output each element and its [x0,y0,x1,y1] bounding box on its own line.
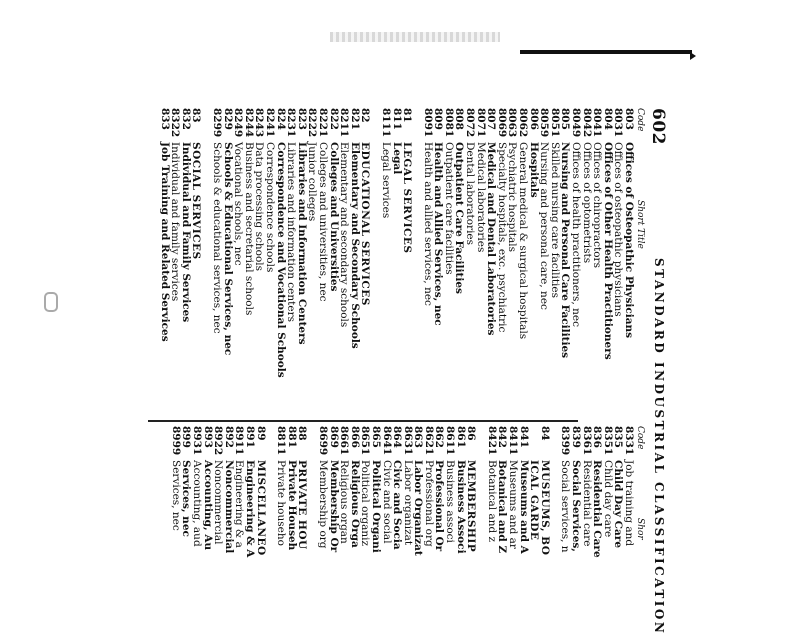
sic-short-title: Services, nec [180,460,193,537]
sic-code: 821 [348,108,361,130]
sic-short-title: SOCIAL SERVICES [190,142,203,260]
sic-entry-row [328,108,339,418]
sic-short-title: MUSEUMS, BO [538,460,551,556]
left-column-header [634,108,646,418]
sic-short-title: Job training and [623,460,635,547]
sic-short-title: Accounting, aud [191,460,204,547]
sic-short-title: Political Organi [369,460,382,553]
sic-short-title: Engineering & A [244,460,256,558]
sic-short-title: Business and secretarial schools [242,142,255,316]
sic-short-title: Vocational schools, nec [232,142,245,266]
sic-entry-row [328,426,339,586]
sic-short-title: Junior colleges [306,142,319,222]
sic-short-title: Nursing and personal care, nec [538,142,551,310]
sic-entry-row [317,108,328,418]
sic-short-title: Labor organizat [401,460,414,546]
sic-short-title: Services, nec [169,460,182,531]
sic-short-title: Individual and family services [169,142,182,302]
sic-short-title: Outpatient care facilities [442,142,455,275]
sic-code: 8042 [580,108,593,138]
page-title: STANDARD INDUSTRIAL CLASSIFICATION [652,258,666,636]
sic-entry-row [349,426,360,586]
sic-entry-row [475,108,486,418]
sic-entry-row [276,426,287,586]
sic-code: 89 [254,426,267,441]
sic-short-title: Museums and ar [507,460,520,549]
sic-short-title: Libraries and Information Centers [295,142,308,345]
sic-code: 8641 [380,426,393,456]
sic-short-title: Business Associ [454,460,467,554]
sic-code: 862 [433,426,446,448]
sic-short-title: Residential care [580,460,593,547]
sic-code: 823 [295,108,308,130]
sic-entry-row [191,426,202,586]
sic-entry-row [592,108,603,418]
sic-short-title: PRIVATE HOU [296,460,309,550]
sic-short-title: MISCELLANEO [254,460,267,556]
sic-short-title: Medical laboratories [474,142,487,253]
sic-short-title: Labor Organizat [412,460,425,556]
sic-short-title: Dental laboratories [464,142,477,246]
sic-code: 866 [348,426,361,448]
sic-code: 881 [285,426,298,448]
sic-short-title: Religious organ [338,460,351,544]
sic-code: 8221 [316,108,329,138]
sic-entry-row [454,108,465,418]
sic-code: 8051 [548,108,561,138]
sic-code: 8931 [191,426,204,456]
sic-entry-row [570,108,581,418]
sic-entry-row [497,426,508,586]
sic-short-title: Libraries and information centers [285,142,298,322]
sic-short-title: Botanical and z [485,460,498,543]
sic-code: 807 [485,108,498,130]
sic-short-title: General medical & surgical hospitals [517,142,530,340]
sic-short-title: Medical and Dental Laboratories [485,142,498,336]
sic-code: 8231 [285,108,298,138]
sic-entry-row [539,108,550,418]
rotated-document-page [136,108,668,636]
sic-code: 8611 [444,426,457,456]
sic-short-title: Schools & Educational Services, nec [221,142,234,356]
sic-code: 88 [296,426,309,441]
sic-code: 8911 [233,426,246,456]
right-rows [170,426,634,586]
sic-entry-row [380,108,391,418]
sic-code [529,426,540,460]
sic-entry-row [433,108,444,418]
sic-entry-row [602,108,613,418]
sic-code: 836 [591,426,604,448]
sic-short-title: Social services, n [559,460,572,553]
sic-code: 869 [327,426,340,448]
sic-short-title: Museums and A [517,460,530,554]
sic-code: 8351 [601,426,614,456]
sic-entry-row [360,108,371,418]
sic-entry-row [581,108,592,418]
sic-entry-row [549,108,560,418]
sic-entry-row [391,108,402,418]
sic-short-title: Civic and social [380,460,393,544]
sic-short-title: Legal services [379,142,392,219]
sic-code: 8071 [474,108,487,138]
sic-short-title: Legal [390,142,403,175]
sic-entry-row [159,108,170,418]
sic-code: 8922 [212,426,225,456]
sic-short-title: Botanical and Z [496,460,509,554]
sic-short-title: Outpatient Care Facilities [453,142,466,294]
sic-entry-row [381,426,392,586]
sic-short-title: Nursing and Personal Care Facilities [559,142,572,359]
sic-entry-row [349,108,360,418]
sic-entry-row [211,108,222,418]
sic-short-title: Schools & educational services, nec [211,142,224,334]
sic-short-title: Colleges and universities, nec [316,142,329,302]
sic-short-title: Skilled nursing care facilities [548,142,561,299]
sic-code: 811 [390,108,403,130]
sic-entry-row [402,426,413,586]
sic-entry-row [413,426,424,586]
sic-code: 8111 [379,108,392,138]
code-header: Code [635,108,645,132]
code-header: Code [635,426,645,450]
sic-code: 84 [538,426,551,441]
sic-code: 803 [623,108,635,130]
sic-entry-row [223,426,234,586]
sic-code: 805 [559,108,572,130]
sic-short-title: Hospitals [527,142,540,198]
sic-entry-row [623,426,634,586]
sic-code: 8399 [559,426,572,456]
sic-entry-row [264,108,275,418]
sic-code: 8331 [623,426,635,456]
sic-entry-row [181,426,192,586]
page-number: 602 [648,108,668,145]
sic-entry-row [222,108,233,418]
sic-short-title: Private househo [275,460,288,546]
sic-code: 83 [190,108,203,123]
sic-code: 841 [517,426,530,448]
short-title-header: Short Title [635,200,645,249]
sic-entry-row [560,108,571,418]
sic-short-title: Offices of health practitioners, nec [570,142,583,327]
sic-entry-row [360,426,371,586]
sic-entry-row [529,426,540,586]
sic-entry-row [402,108,413,418]
sic-code: 81 [401,108,414,123]
sic-short-title: Offices of osteopathic physicians [612,142,625,317]
sic-short-title: Elementary and Secondary Schools [348,142,361,349]
sic-entry-row [243,108,254,418]
sic-entry-row [539,426,550,586]
right-column-header [634,426,646,586]
sic-code: 808 [453,108,466,130]
sic-short-title: Business associ [444,460,457,543]
sic-code: 809 [432,108,445,130]
sic-short-title: Engineering & a [233,460,246,548]
sic-entry-row [528,108,539,418]
sic-short-title: Offices of chiropractors [591,142,604,268]
sic-entry-row [170,108,181,418]
sic-entry-row [602,426,613,586]
sic-entry-row [486,426,497,586]
sic-short-title: Professional Or [433,460,446,552]
sic-entry-row [465,108,476,418]
sic-short-title: Health and Allied Services, nec [432,142,445,326]
sic-short-title: Individual and Family Services [179,142,192,323]
sic-entry-row [496,108,507,418]
sic-entry-row [202,426,213,586]
sic-short-title: Membership org [316,460,329,549]
sic-code: 8631 [401,426,414,456]
sic-entry-row [317,426,328,586]
sic-code: 8661 [338,426,351,456]
sic-entry-row [296,108,307,418]
sic-entry-row [455,426,466,586]
sic-short-title: Noncommercial [212,460,225,545]
sic-code: 893 [201,426,214,448]
sic-short-title: Noncommercial [222,460,235,554]
sic-entry-row [307,108,318,418]
sic-short-title: EDUCATIONAL SERVICES [359,142,372,306]
sic-short-title: Job Training and Related Services [158,142,171,342]
sic-entry-row [191,108,202,418]
sic-short-title: Offices of optometrists [580,142,593,264]
sic-short-title: Correspondence and Vocational Schools [274,142,287,378]
scan-edge-rule [520,50,692,54]
sic-code: 839 [570,426,583,448]
sic-entry-row [507,426,518,586]
sic-entry-row [518,426,529,586]
sic-code: 8421 [485,426,498,456]
sic-short-title: ICAL GARDE [528,460,541,541]
sic-code: 864 [391,426,404,448]
sic-code: 863 [412,426,425,448]
sic-entry-row [560,426,571,586]
sic-code: 891 [244,426,256,448]
sic-code: 806 [527,108,540,130]
sic-code: 8999 [169,426,182,456]
sic-entry-row [445,426,456,586]
sic-code: 865 [369,426,382,448]
sic-entry-row [613,108,624,418]
sic-short-title: LEGAL SERVICES [401,142,414,254]
sic-code: 833 [158,108,171,130]
sic-code: 832 [179,108,192,130]
sic-entry-row [286,108,297,418]
sic-entry-row [466,426,477,586]
binder-hole-mark [44,292,58,312]
sic-entry-row [339,426,350,586]
right-column [170,426,646,586]
sic-entry-row [233,108,244,418]
left-rows [159,108,634,418]
sic-entry-row [170,426,181,586]
sic-entry-row [254,108,265,418]
sic-short-title: MEMBERSHIP [465,460,478,553]
sic-code: 8211 [338,108,351,138]
sic-entry-row [592,426,603,586]
sic-code: 824 [274,108,287,130]
sic-short-title: Offices of Osteopathic Physicians [623,142,635,339]
sic-short-title: Civic and Socia [391,460,404,550]
sic-code: 8361 [580,426,593,456]
sic-code: 892 [222,426,235,448]
sic-code: 804 [601,108,614,130]
column-divider [148,420,578,422]
sic-code: 8072 [464,108,477,138]
sic-code: 8244 [242,108,255,138]
sic-short-title: Child Day Care [612,460,625,549]
sic-code: 8069 [495,108,508,138]
sic-short-title: Membership Or [327,460,340,553]
sic-code: 8222 [306,108,319,138]
sic-short-title: Offices of Other Health Practitioners [601,142,614,360]
sic-code: 86 [465,426,478,441]
sic-short-title: Correspondence schools [264,142,276,273]
sic-code: 8059 [538,108,551,138]
sic-entry-row [517,108,528,418]
sic-entry-row [297,426,308,586]
sic-code: 8699 [316,426,329,456]
sic-entry-row [234,426,245,586]
sic-code: 8081 [442,108,455,138]
sic-short-title: Data processing schools [253,142,266,272]
sic-short-title: Social Services, [570,460,583,552]
sic-entry-row [613,426,624,586]
sic-code: 8241 [264,108,276,138]
sic-entry-row [180,108,191,418]
sic-code: 842 [496,426,509,448]
sic-code: 8322 [169,108,182,138]
short-title-header: Shor [635,518,645,540]
sic-short-title: Political organiz [359,460,372,547]
sic-code: 8243 [253,108,266,138]
sic-entry-row [507,108,518,418]
sic-entry-row [286,426,297,586]
sic-entry-row [486,108,497,418]
sic-code: 8811 [275,426,288,456]
sic-entry-row [339,108,350,418]
sic-code: 8091 [421,108,434,138]
sic-code: 8063 [506,108,519,138]
sic-short-title: Professional org [422,460,435,547]
sic-entry-row [244,426,255,586]
left-column [159,108,646,418]
sic-short-title: Residential Care [591,460,604,558]
sic-short-title: Psychiatric hospitals [506,142,519,252]
sic-code: 82 [359,108,372,123]
scan-edge-rule-tail [690,52,696,60]
sic-short-title: Health and allied services, nec [421,142,434,306]
sic-short-title: Child day care [601,460,614,538]
sic-code: 8621 [422,426,435,456]
sic-code: 899 [180,426,193,448]
sic-code: 8041 [591,108,604,138]
sic-entry-row [581,426,592,586]
sic-short-title: Accounting, Au [201,460,214,551]
sic-code: 829 [221,108,234,130]
sic-code: 861 [454,426,467,448]
sic-code: 8031 [612,108,625,138]
sic-code: 8299 [211,108,224,138]
sic-entry-row [275,108,286,418]
sic-code: 8651 [359,426,372,456]
sic-entry-row [213,426,224,586]
sic-code: 8411 [507,426,520,456]
sic-entry-row [422,108,433,418]
sic-entry-row [370,426,381,586]
sic-entry-row [623,108,634,418]
sic-short-title: Specialty hospitals, exc. psychiatric [495,142,508,333]
sic-entry-row [570,426,581,586]
sic-entry-row [392,426,403,586]
scan-header-smudge [330,32,500,42]
sic-code: 822 [327,108,340,130]
sic-entry-row [423,426,434,586]
sic-code: 8062 [517,108,530,138]
sic-short-title: Religious Orga [348,460,361,548]
sic-entry-row [443,108,454,418]
sic-short-title: Private Househ [285,460,298,551]
sic-short-title: Colleges and Universities [327,142,340,292]
sic-code: 8249 [232,108,245,138]
sic-entry-row [255,426,266,586]
sic-entry-row [434,426,445,586]
sic-short-title: Elementary and secondary schools [338,142,351,328]
sic-code: 835 [612,426,625,448]
sic-code: 8049 [570,108,583,138]
